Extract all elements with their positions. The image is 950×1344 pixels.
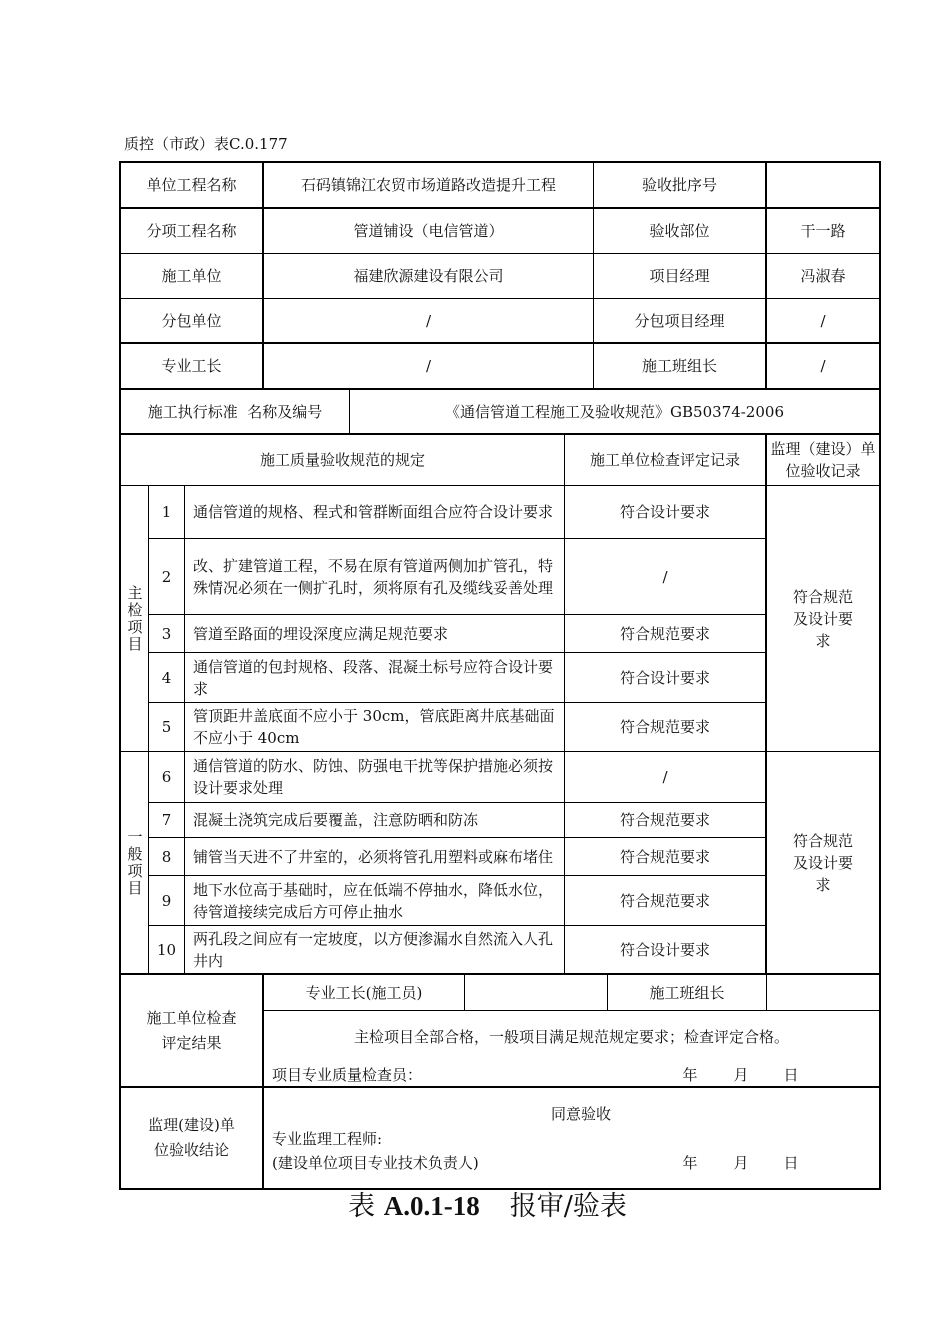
main-group-label-text: 主检项目 bbox=[125, 584, 144, 653]
result-foreman-label: 专业工长(施工员) bbox=[305, 983, 423, 1002]
contractor-date-day: 日 bbox=[783, 1066, 799, 1084]
result-foreman-value bbox=[465, 975, 607, 1010]
foreman-label: 专业工长 bbox=[161, 357, 222, 375]
item-no: 10 bbox=[156, 940, 177, 959]
form-code: 质控（市政）表C.0.177 bbox=[124, 135, 288, 153]
supervision-date-day: 日 bbox=[783, 1154, 799, 1172]
sub-project-value: 管道铺设（电信管道） bbox=[353, 222, 504, 240]
pm-label: 项目经理 bbox=[649, 267, 710, 285]
contractor-value: 福建欣源建设有限公司 bbox=[353, 267, 504, 285]
contractor-conclusion: 主检项目全部合格，一般项目满足规范规定要求；检查评定合格。 bbox=[353, 1028, 789, 1046]
part-value: 干一路 bbox=[800, 222, 846, 240]
supervision-conclusion: 同意验收 bbox=[550, 1105, 611, 1123]
item-text: 地下水位高于基础时，应在低端不停抽水，降低水位，待管道接续完成后方可停止抽水 bbox=[193, 880, 554, 921]
team-leader-label: 施工班组长 bbox=[641, 357, 717, 375]
item-text: 改、扩建管道工程，不易在原有管道两侧加扩管孔，特殊情况必须在一侧扩孔时，须将原有孔及缆线妥善处理 bbox=[193, 556, 554, 597]
item-text: 混凝土浇筑完成后要覆盖，注意防晒和防冻 bbox=[193, 811, 479, 829]
standard-label: 施工执行标准 名称及编号 bbox=[147, 402, 323, 421]
item-result: 符合规范要求 bbox=[619, 718, 710, 736]
quality-inspector-label: 项目专业质量检查员： bbox=[272, 1066, 423, 1084]
item-text: 通信管道的防水、防蚀、防强电干扰等保护措施必须按设计要求处理 bbox=[193, 757, 554, 797]
pm-value: 冯淑春 bbox=[800, 267, 846, 285]
contractor-result-label: 施工单位检查评定结果 bbox=[146, 1008, 237, 1052]
supervision-date-year: 年 bbox=[682, 1154, 698, 1172]
result-team-leader-value bbox=[767, 975, 879, 1010]
contractor-date-year: 年 bbox=[682, 1066, 698, 1084]
item-no: 3 bbox=[161, 624, 172, 643]
foreman-value: / bbox=[425, 357, 432, 375]
item-text: 通信管道的包封规格、段落、混凝土标号应符合设计要求 bbox=[193, 657, 554, 698]
item-no: 4 bbox=[161, 668, 172, 687]
supervision-date-month: 月 bbox=[733, 1154, 749, 1172]
item-result: 符合设计要求 bbox=[619, 940, 710, 959]
contractor-date-month: 月 bbox=[733, 1066, 749, 1084]
general-group-label-text: 一般项目 bbox=[125, 828, 144, 897]
supervision-engineer-label: 专业监理工程师: bbox=[272, 1130, 383, 1148]
subcontractor-label: 分包单位 bbox=[161, 311, 222, 330]
item-text: 铺管当天进不了井室的，必须将管孔用塑料或麻布堵住 bbox=[193, 847, 554, 866]
table-border-right bbox=[879, 161, 881, 1190]
item-text: 管道至路面的埋设深度应满足规范要求 bbox=[193, 624, 449, 643]
general-group-label bbox=[121, 752, 148, 973]
result-team-leader-label: 施工班组长 bbox=[649, 983, 725, 1002]
column-spec-header: 施工质量验收规范的规定 bbox=[259, 451, 425, 469]
item-result: 符合规范要求 bbox=[619, 624, 710, 643]
unit-project-value: 石码镇锦江农贸市场道路改造提升工程 bbox=[300, 176, 556, 194]
caption-code: A.0.1-18 bbox=[383, 1191, 480, 1221]
contractor-label: 施工单位 bbox=[161, 267, 222, 285]
team-leader-value: / bbox=[820, 357, 826, 375]
item-result: / bbox=[662, 768, 668, 786]
sub-project-label: 分项工程名称 bbox=[146, 222, 237, 240]
item-no: 7 bbox=[161, 811, 172, 829]
column-supervision-header: 监理（建设）单位验收记录 bbox=[770, 440, 876, 480]
batch-no-value bbox=[767, 163, 879, 207]
main-group-label bbox=[121, 486, 148, 751]
item-no: 8 bbox=[161, 847, 172, 866]
item-result: 符合设计要求 bbox=[619, 503, 710, 521]
item-text: 管顶距井盖底面不应小于 30cm，管底距离井底基础面不应小于 40cm bbox=[193, 707, 555, 747]
item-no: 5 bbox=[161, 718, 172, 736]
item-text: 通信管道的规格、程式和管群断面组合应符合设计要求 bbox=[193, 503, 554, 521]
item-result: 符合规范要求 bbox=[619, 891, 710, 910]
caption-suffix: 报审/验表 bbox=[509, 1191, 627, 1222]
table-caption bbox=[0, 1184, 950, 1223]
caption-prefix: 表 bbox=[348, 1191, 384, 1222]
general-group-supervision: 符合规范及设计要求 bbox=[792, 831, 853, 894]
item-no: 9 bbox=[161, 891, 172, 910]
sub-pm-value: / bbox=[820, 311, 826, 330]
item-result: 符合规范要求 bbox=[619, 847, 710, 866]
column-check-header: 施工单位检查评定记录 bbox=[589, 451, 740, 469]
item-no: 6 bbox=[161, 768, 172, 786]
item-no: 2 bbox=[161, 567, 172, 586]
item-text: 两孔段之间应有一定坡度，以方便渗漏水自然流入人孔井内 bbox=[193, 929, 554, 970]
subcontractor-value: / bbox=[425, 311, 432, 330]
main-group-supervision: 符合规范及设计要求 bbox=[792, 587, 853, 650]
owner-tech-lead-label: (建设单位项目专业技术负责人) bbox=[272, 1154, 479, 1172]
standard-value: 《通信管道工程施工及验收规范》GB50374-2006 bbox=[445, 402, 784, 421]
item-result: 符合规范要求 bbox=[619, 811, 710, 829]
batch-no-label: 验收批序号 bbox=[641, 176, 717, 194]
sub-pm-label: 分包项目经理 bbox=[634, 311, 725, 330]
item-result: / bbox=[662, 567, 668, 586]
item-result: 符合设计要求 bbox=[619, 668, 710, 687]
part-label: 验收部位 bbox=[649, 222, 710, 240]
row-divider bbox=[262, 1010, 881, 1011]
supervision-result-label: 监理(建设)单位验收结论 bbox=[148, 1116, 235, 1159]
unit-project-label: 单位工程名称 bbox=[146, 176, 237, 194]
item-no: 1 bbox=[161, 503, 172, 521]
